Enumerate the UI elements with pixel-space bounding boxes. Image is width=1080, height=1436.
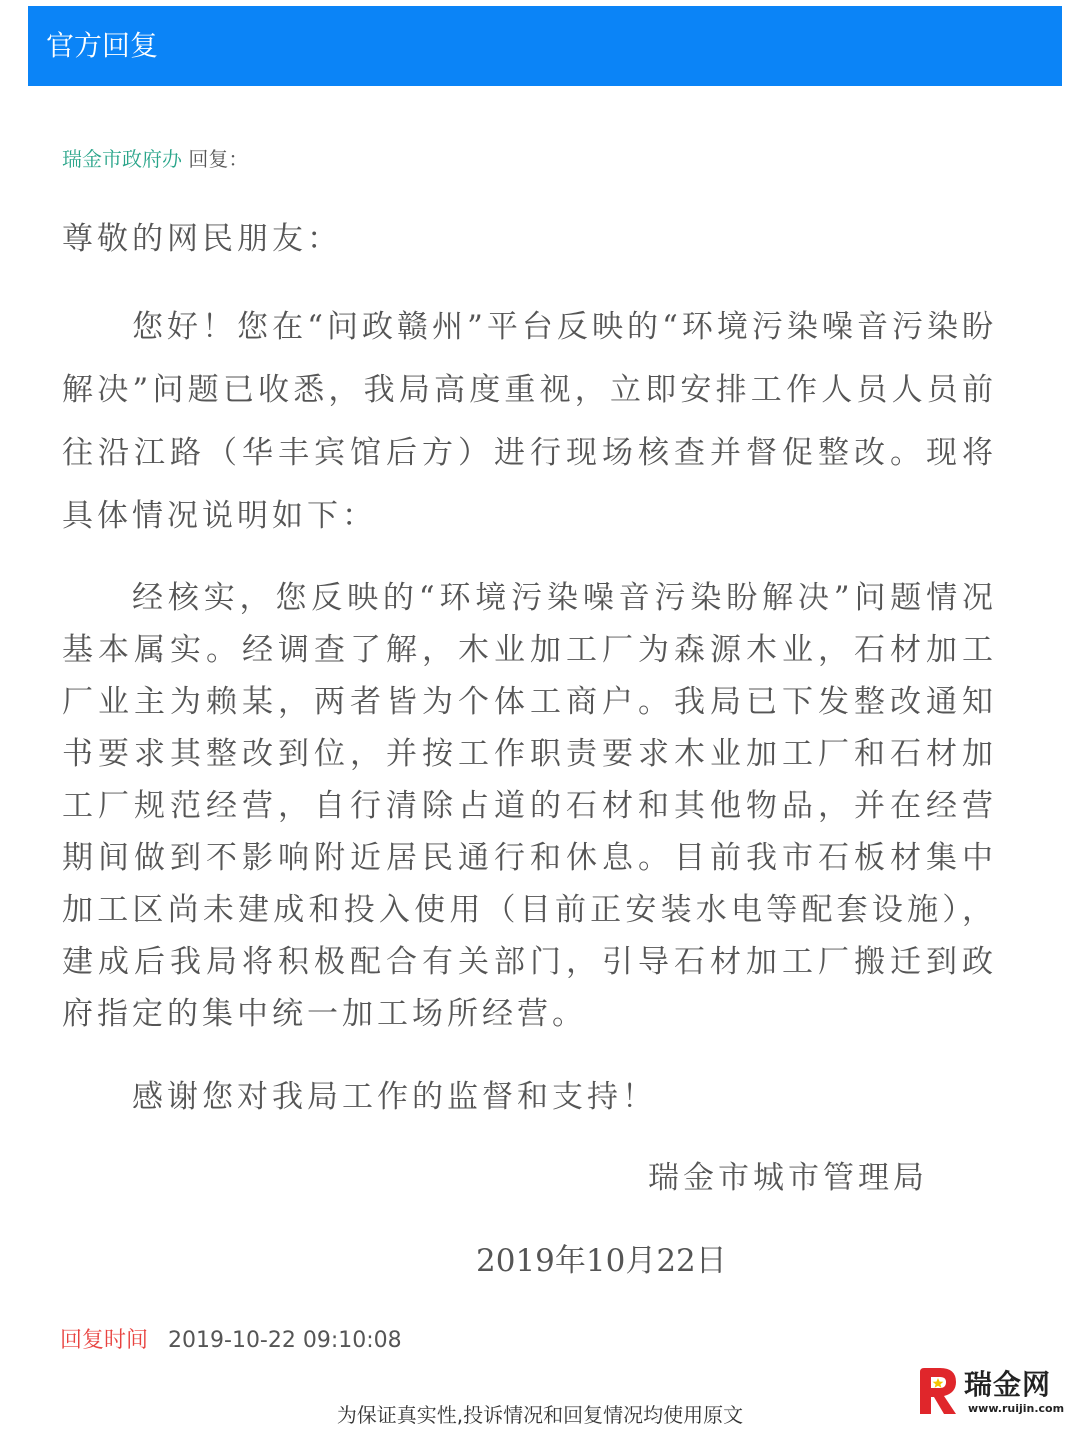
page-title: 官方回复 xyxy=(46,29,159,62)
ruijin-logo-icon xyxy=(912,1366,962,1418)
brand-name: 瑞金网 xyxy=(964,1368,1052,1401)
letter-signer: 瑞金市城市管理局 xyxy=(648,1160,928,1196)
letter-paragraph-1: 您好！您在“问政赣州”平台反映的“环境污染噪音污染盼解决”问题已收悉，我局高度重视，立即安排工作人员人员前往沿江路（华丰宾馆后方）进行现场核查并督促整改。现将具体情况说明如下： xyxy=(62,309,997,534)
reply-time-value: 2019-10-22 09:10:08 xyxy=(168,1328,402,1353)
reply-time xyxy=(60,1325,402,1357)
reply-time-label: 回复时间 xyxy=(60,1328,149,1353)
header-bar xyxy=(28,6,1062,86)
letter-date: 2019年10月22日 xyxy=(476,1243,727,1279)
footer-note: 为保证真实性,投诉情况和回复情况均使用原文 xyxy=(336,1403,744,1427)
reply-org-link[interactable]: 瑞金市政府办 xyxy=(62,147,182,171)
brand-logo xyxy=(912,1366,1072,1422)
letter-paragraph-2: 经核实，您反映的“环境污染噪音污染盼解决”问题情况基本属实。经调查了解，木业加工厂为森源木业，石材加工厂业主为赖某，两者皆为个体工商户。我局已下发整改通知书要求其整改到位，并按工作职责要求木业加工厂和石材加工厂规范经营，自行清除占道的石材和其他物品，并在经营期间做到不影响附近居民通行和休息。目前我市石板材集中加工区尚未建成和投入使用（目前正安装水电等配套设施），建成后我局将积极配合有关部门，引导石材加工厂搬迁到政府指定的集中统一加工场所经营。 xyxy=(62,580,997,1032)
reply-suffix: 回复： xyxy=(182,147,249,171)
letter-salutation: 尊敬的网民朋友： xyxy=(62,221,342,257)
reply-source xyxy=(62,144,248,174)
letter-paragraph-3: 感谢您对我局工作的监督和支持！ xyxy=(132,1079,657,1115)
brand-url: www.ruijin.com xyxy=(968,1402,1065,1415)
